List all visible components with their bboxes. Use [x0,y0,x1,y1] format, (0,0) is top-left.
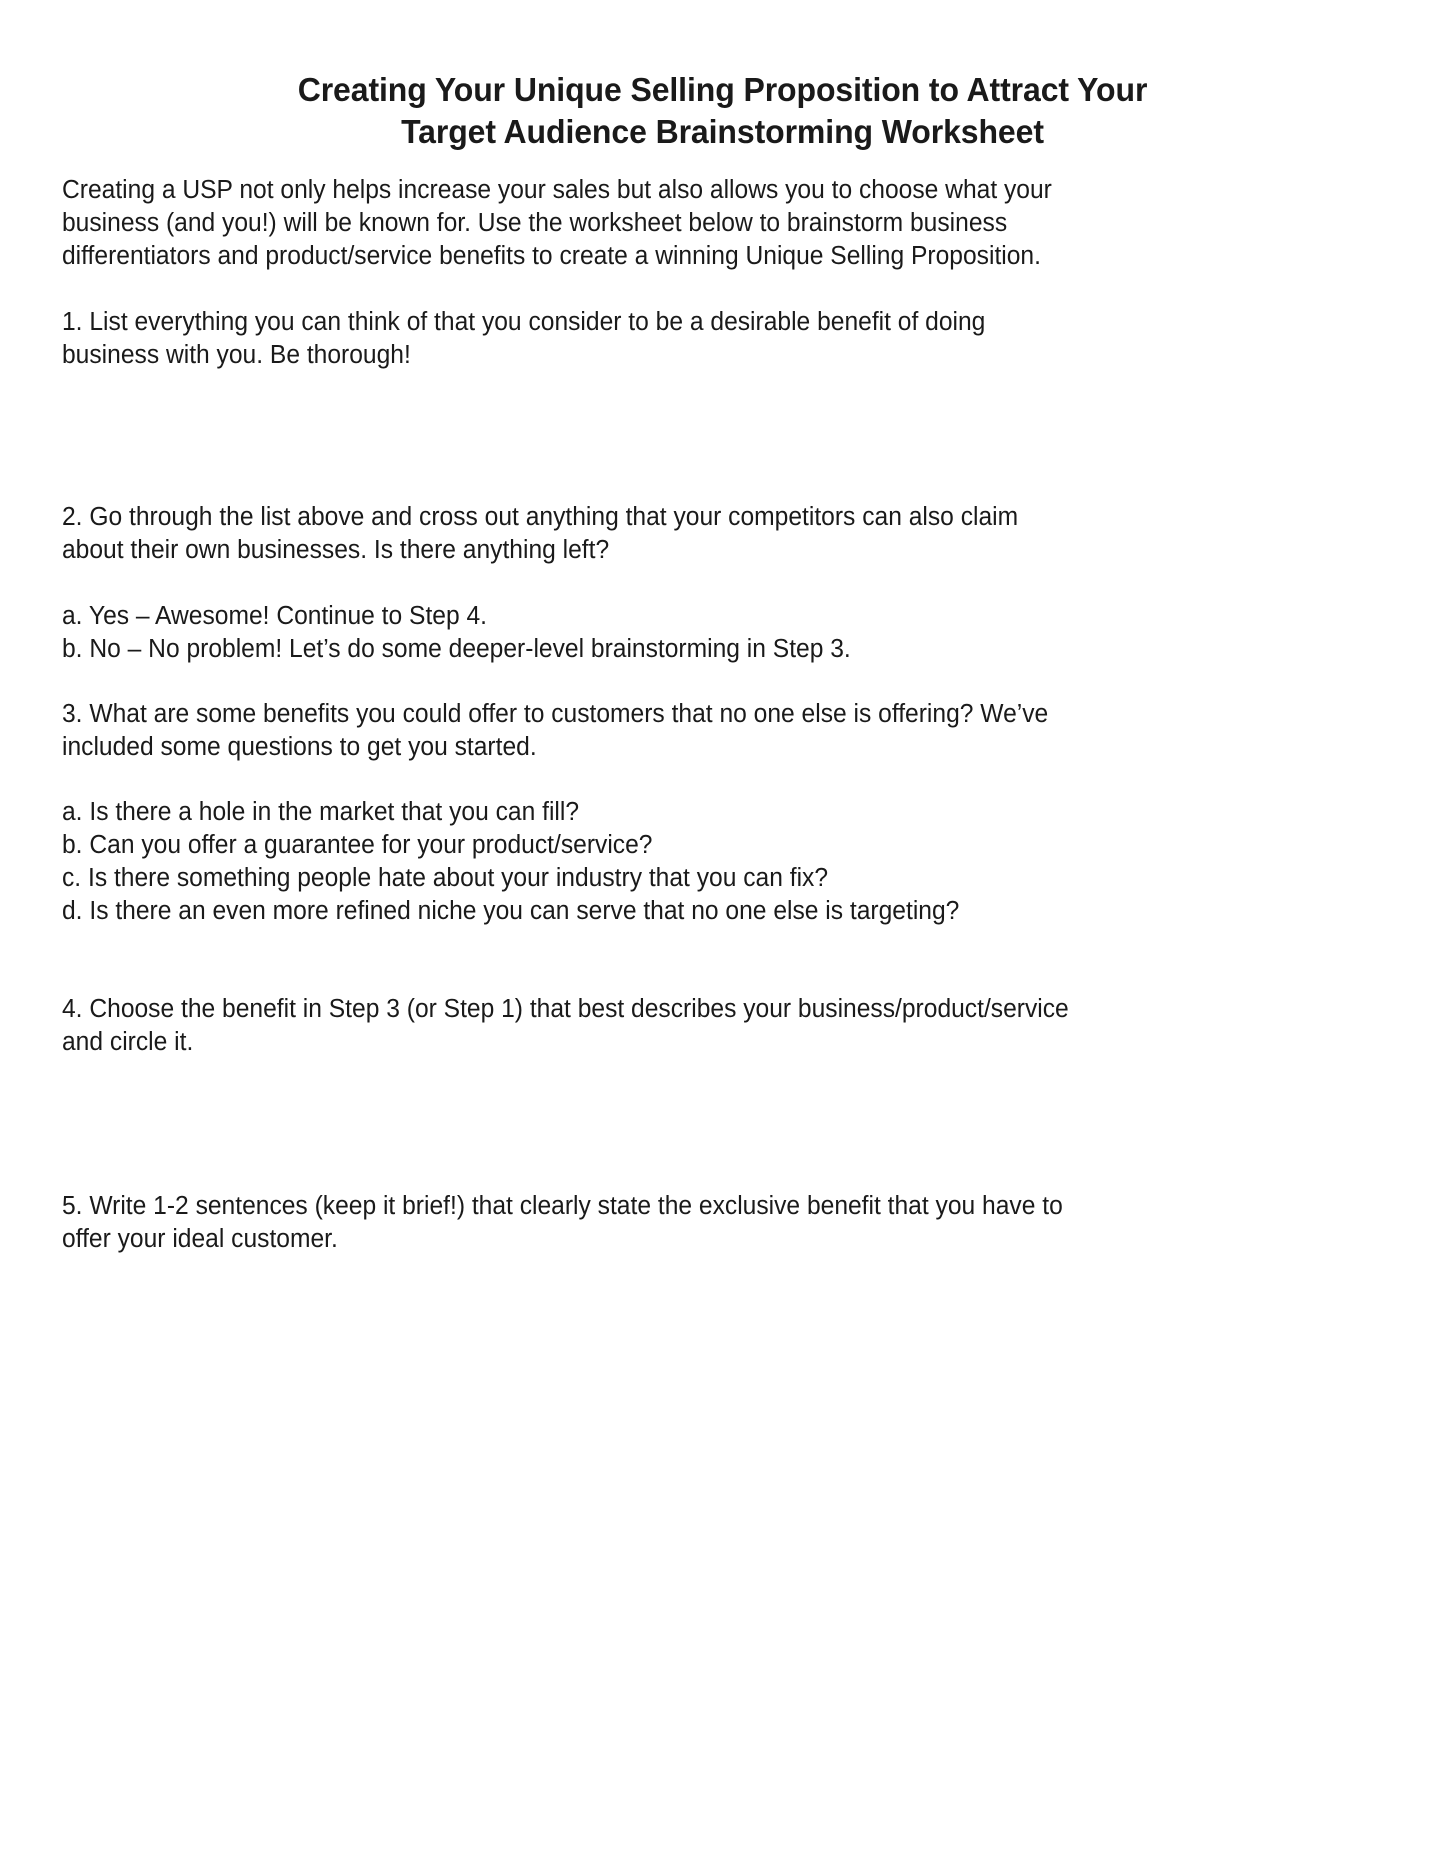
question-2-line-1: 2. Go through the list above and cross out anything that your competitors can also claim [62,503,1019,531]
intro-line-2: business (and you!) will be known for. Use the worksheet below to brainstorm business [62,209,1008,237]
intro-paragraph [62,174,1124,273]
question-4-line-2: and circle it. [62,1028,194,1056]
question-3-line-1: 3. What are some benefits you could offer to customers that no one else is offering? We’ve [62,700,1049,728]
intro-line-1: Creating a USP not only helps increase your sales but also allows you to choose what your [62,176,1052,204]
answer-space-question-1[interactable] [62,372,1162,492]
question-2-options [62,600,1124,666]
intro-line-3: differentiators and product/service benefits to create a winning Unique Selling Proposition. [62,242,1041,270]
question-3-option-c: c. Is there something people hate about your industry that you can fix? [62,864,829,892]
question-3-option-a: a. Is there a hole in the market that you can fill? [62,798,580,826]
question-2-option-b: b. No – No problem! Let’s do some deeper-level brainstorming in Step 3. [62,635,851,663]
question-3-line-2: included some questions to get you started. [62,733,537,761]
question-5-line-2: offer your ideal customer. [62,1225,338,1253]
question-2-option-a: a. Yes – Awesome! Continue to Step 4. [62,602,488,630]
question-1-line-2: business with you. Be thorough! [62,341,411,369]
question-3-option-d: d. Is there an even more refined niche you can serve that no one else is targeting? [62,897,960,925]
question-5-line-1: 5. Write 1-2 sentences (keep it brief!) that clearly state the exclusive benefit that you have to [62,1192,1063,1220]
question-2-line-2: about their own businesses. Is there anything left? [62,536,610,564]
page-title-line-2: Target Audience Brainstorming Worksheet [401,114,1044,152]
answer-space-question-4[interactable] [62,1064,1162,1194]
question-5 [62,1190,1124,1256]
question-3-options [62,796,1124,928]
question-4 [62,993,1124,1059]
answer-space-question-5[interactable] [62,1262,1162,1442]
question-3-option-b: b. Can you offer a guarantee for your product/service? [62,831,653,859]
page-title [33,70,1413,154]
question-3 [62,698,1124,764]
question-1 [62,306,1124,372]
page-title-line-1: Creating Your Unique Selling Proposition to Attract Your [297,72,1148,110]
question-4-line-1: 4. Choose the benefit in Step 3 (or Step 1) that best describes your business/product/service [62,995,1069,1023]
question-1-line-1: 1. List everything you can think of that you consider to be a desirable benefit of doing [62,308,986,336]
question-2 [62,501,1124,567]
